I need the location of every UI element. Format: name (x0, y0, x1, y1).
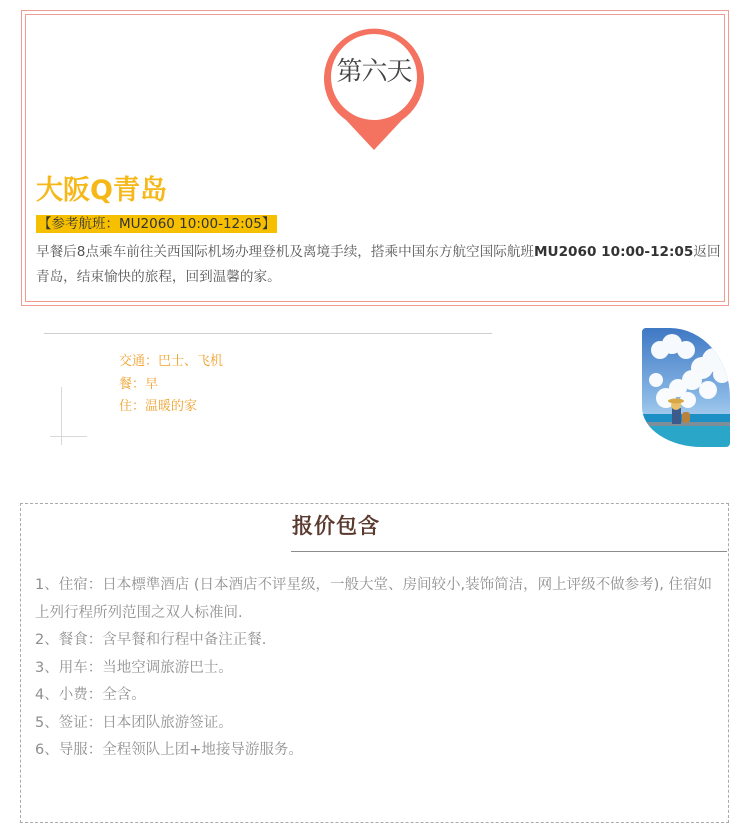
price-item-accommodation: 1、住宿：日本標準酒店 (日本酒店不评星级，一般大堂、房间较小,装饰简洁，网上评级不做参考), 住宿如上列行程所列范围之双人标准间. (35, 577, 712, 621)
scenery-photo (642, 328, 730, 447)
day-description-flight: MU2060 10:00-12:05 (534, 244, 694, 260)
price-includes-list (35, 572, 715, 765)
day-badge-label: 第六天 (336, 57, 412, 87)
sky-beach-illustration (642, 328, 730, 447)
day-badge (319, 27, 429, 152)
day-route-title: 大阪Q青岛 (36, 175, 167, 206)
day-info-list (119, 351, 223, 419)
transport-info: 交通：巴士、飞机 (119, 354, 224, 369)
corner-mark-horizontal (50, 436, 87, 437)
price-item-visa: 5、签证：日本团队旅游签证。 (35, 714, 233, 731)
price-item-vehicle: 3、用车：当地空调旅游巴士。 (35, 659, 233, 676)
map-pin-icon (319, 27, 429, 152)
price-item-meals: 2、餐食：含早餐和行程中备注正餐. (35, 632, 267, 648)
flight-reference-tag: 【参考航班：MU2060 10:00-12:05】 (38, 216, 276, 232)
accommodation-info: 住：温暖的家 (119, 399, 198, 414)
price-item-guide: 6、导服：全程领队上团+地接导游服务。 (35, 742, 303, 758)
day-description (36, 240, 721, 289)
price-title-underline (291, 551, 727, 552)
day-description-part-2: 返回青岛，结束愉快的旅程，回到温馨的家。 (36, 244, 721, 285)
divider-line (44, 333, 492, 334)
price-includes-title: 报价包含 (292, 514, 380, 538)
price-item-tips: 4、小费：全含。 (35, 687, 146, 703)
day-description-part-1: 早餐后8点乘车前往关西国际机场办理登机及离境手续，搭乘中国东方航空国际航班 (36, 244, 535, 260)
meal-info: 餐：早 (119, 376, 159, 392)
